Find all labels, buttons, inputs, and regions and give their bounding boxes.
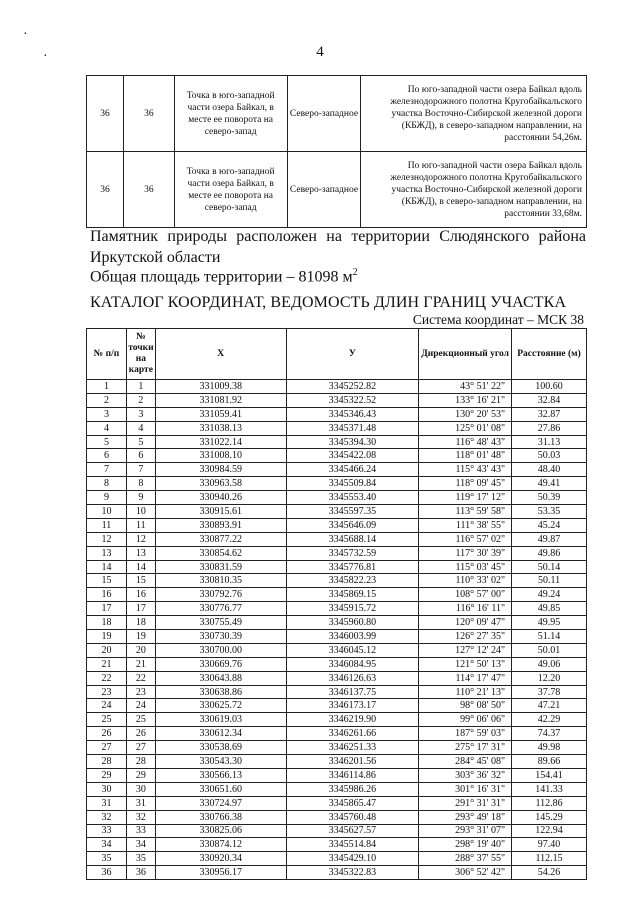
table-row	[87, 477, 587, 491]
cell-distance: 54.26	[512, 866, 587, 880]
cell-distance: 100.60	[512, 380, 587, 394]
table-row	[87, 671, 587, 685]
cell-x: 331081.92	[155, 393, 286, 407]
cell-distance: 48.40	[512, 463, 587, 477]
cell-point: 1	[126, 380, 155, 394]
cell-point: 29	[126, 768, 155, 782]
cell-num: 12	[87, 532, 127, 546]
cell-y: 3345466.24	[286, 463, 419, 477]
cell-num: 36	[87, 76, 124, 152]
cell-x: 330915.61	[155, 505, 286, 519]
cell-angle: 116° 16' 11"	[419, 602, 512, 616]
table-row	[87, 588, 587, 602]
cell-x: 331009.38	[155, 380, 286, 394]
cell-point: 7	[126, 463, 155, 477]
cell-y: 3346045.12	[286, 643, 419, 657]
cell-x: 331022.14	[155, 435, 286, 449]
cell-num: 11	[87, 518, 127, 532]
cell-point: 6	[126, 449, 155, 463]
cell-y: 3346137.75	[286, 685, 419, 699]
boundary-row	[87, 76, 587, 152]
cell-x: 330874.12	[155, 838, 286, 852]
cell-angle: 116° 57' 02"	[419, 532, 512, 546]
table-row	[87, 699, 587, 713]
cell-point: 2	[126, 393, 155, 407]
cell-num: 36	[87, 866, 127, 880]
cell-point: 4	[126, 421, 155, 435]
cell-distance: 32.87	[512, 407, 587, 421]
cell-num: 10	[87, 505, 127, 519]
cell-angle: 120° 09' 47"	[419, 616, 512, 630]
cell-x: 330940.26	[155, 491, 286, 505]
cell-angle: 126° 27' 35"	[419, 630, 512, 644]
cell-y: 3346251.33	[286, 741, 419, 755]
cell-angle: 293° 31' 07"	[419, 824, 512, 838]
cell-point: 10	[126, 505, 155, 519]
cell-y: 3345346.43	[286, 407, 419, 421]
cell-angle: 113° 59' 58"	[419, 505, 512, 519]
cell-angle: 133° 16' 21"	[419, 393, 512, 407]
header-x: X	[155, 329, 286, 380]
cell-y: 3345509.84	[286, 477, 419, 491]
header-y: У	[286, 329, 419, 380]
cell-distance: 49.98	[512, 741, 587, 755]
cell-y: 3345865.47	[286, 796, 419, 810]
cell-angle: 291° 31' 31"	[419, 796, 512, 810]
area-text: Общая площадь территории – 81098 м	[90, 268, 353, 286]
cell-distance: 45.24	[512, 518, 587, 532]
cell-point: 9	[126, 491, 155, 505]
cell-y: 3345960.80	[286, 616, 419, 630]
table-row	[87, 602, 587, 616]
cell-distance: 50.11	[512, 574, 587, 588]
table-row	[87, 824, 587, 838]
cell-x: 330792.76	[155, 588, 286, 602]
cell-distance: 37.78	[512, 685, 587, 699]
table-row	[87, 727, 587, 741]
cell-num: 14	[87, 560, 127, 574]
cell-angle: 99° 06' 06"	[419, 713, 512, 727]
cell-x: 330625.72	[155, 699, 286, 713]
table-row	[87, 532, 587, 546]
table-row	[87, 782, 587, 796]
cell-distance: 49.06	[512, 657, 587, 671]
cell-num: 9	[87, 491, 127, 505]
catalog-title: КАТАЛОГ КООРДИНАТ, ВЕДОМОСТЬ ДЛИН ГРАНИЦ УЧАСТКА	[90, 294, 567, 311]
cell-distance: 50.14	[512, 560, 587, 574]
cell-num: 13	[87, 546, 127, 560]
cell-y: 3345422.08	[286, 449, 419, 463]
cell-y: 3345322.52	[286, 393, 419, 407]
cell-angle: 187° 59' 03"	[419, 727, 512, 741]
cell-point: 21	[126, 657, 155, 671]
cell-distance: 154.41	[512, 768, 587, 782]
cell-num: 24	[87, 699, 127, 713]
cell-y: 3346201.56	[286, 755, 419, 769]
cell-angle: 115° 03' 45"	[419, 560, 512, 574]
cell-x: 330730.39	[155, 630, 286, 644]
cell-num: 26	[87, 727, 127, 741]
cell-point: 17	[126, 602, 155, 616]
cell-x: 330825.06	[155, 824, 286, 838]
cell-point: 28	[126, 755, 155, 769]
table-row	[87, 643, 587, 657]
cell-num: 18	[87, 616, 127, 630]
cell-angle: 118° 01' 48"	[419, 449, 512, 463]
cell-num: 17	[87, 602, 127, 616]
cell-x: 330724.97	[155, 796, 286, 810]
cell-num: 25	[87, 713, 127, 727]
table-row	[87, 491, 587, 505]
cell-distance: 47.21	[512, 699, 587, 713]
cell-y: 3345514.84	[286, 838, 419, 852]
cell-point: 22	[126, 671, 155, 685]
cell-x: 330669.76	[155, 657, 286, 671]
cell-num: 4	[87, 421, 127, 435]
cell-description: По юго-западной части озера Байкал вдоль железнодорожного полотна Кругобайкальского участка Восточно-Сибирской железной дороги (КБЖД), в северо-западном направлении, на расстоянии 33,68м.	[361, 152, 587, 228]
cell-angle: 303° 36' 32"	[419, 768, 512, 782]
cell-distance: 122.94	[512, 824, 587, 838]
page-number: 4	[316, 44, 324, 60]
cell-angle: 115° 43' 43"	[419, 463, 512, 477]
cell-num: 21	[87, 657, 127, 671]
cell-y: 3345915.72	[286, 602, 419, 616]
cell-x: 330877.22	[155, 532, 286, 546]
cell-point: 25	[126, 713, 155, 727]
cell-direction: Северо-западное	[287, 152, 361, 228]
table-row	[87, 838, 587, 852]
cell-num: 16	[87, 588, 127, 602]
header-num: № п/п	[87, 329, 127, 380]
cell-x: 330766.38	[155, 810, 286, 824]
cell-angle: 110° 21' 13"	[419, 685, 512, 699]
cell-x: 330956.17	[155, 866, 286, 880]
cell-num: 31	[87, 796, 127, 810]
cell-y: 3345553.40	[286, 491, 419, 505]
cell-x: 330566.13	[155, 768, 286, 782]
table-row	[87, 560, 587, 574]
cell-y: 3345371.48	[286, 421, 419, 435]
scan-dot-mark: ·	[43, 49, 48, 64]
cell-point: 30	[126, 782, 155, 796]
table-row	[87, 810, 587, 824]
cell-num: 32	[87, 810, 127, 824]
cell-distance: 49.41	[512, 477, 587, 491]
cell-y: 3345646.09	[286, 518, 419, 532]
header-point: № точки на карте	[126, 329, 155, 380]
cell-angle: 111° 38' 55"	[419, 518, 512, 532]
cell-x: 330612.34	[155, 727, 286, 741]
table-row	[87, 505, 587, 519]
cell-description: По юго-западной части озера Байкал вдоль железнодорожного полотна Кругобайкальского участка Восточно-Сибирской железной дороги (КБЖД), в северо-западном направлении, на расстоянии 54,26м.	[361, 76, 587, 152]
cell-angle: 114° 17' 47"	[419, 671, 512, 685]
cell-num: 28	[87, 755, 127, 769]
cell-x: 330854.62	[155, 546, 286, 560]
cell-point: 8	[126, 477, 155, 491]
cell-distance: 97.40	[512, 838, 587, 852]
cell-y: 3346084.95	[286, 657, 419, 671]
cell-angle: 298° 19' 40"	[419, 838, 512, 852]
cell-angle: 288° 37' 55"	[419, 852, 512, 866]
cell-x: 330700.00	[155, 643, 286, 657]
cell-num: 35	[87, 852, 127, 866]
cell-y: 3345760.48	[286, 810, 419, 824]
cell-point: 35	[126, 852, 155, 866]
table-row	[87, 435, 587, 449]
cell-angle: 301° 16' 31"	[419, 782, 512, 796]
cell-angle: 293° 49' 18"	[419, 810, 512, 824]
cell-point: 24	[126, 699, 155, 713]
cell-angle: 110° 33' 02"	[419, 574, 512, 588]
cell-num: 15	[87, 574, 127, 588]
cell-x: 330776.77	[155, 602, 286, 616]
cell-num: 6	[87, 449, 127, 463]
cell-y: 3345627.57	[286, 824, 419, 838]
cell-num: 22	[87, 671, 127, 685]
cell-point: 15	[126, 574, 155, 588]
cell-point: 5	[126, 435, 155, 449]
table-row	[87, 866, 587, 880]
cell-distance: 50.03	[512, 449, 587, 463]
cell-y: 3346173.17	[286, 699, 419, 713]
cell-distance: 49.95	[512, 616, 587, 630]
cell-direction: Северо-западное	[287, 76, 361, 152]
cell-distance: 145.29	[512, 810, 587, 824]
cell-distance: 49.86	[512, 546, 587, 560]
cell-y: 3345732.59	[286, 546, 419, 560]
cell-angle: 121° 50' 13"	[419, 657, 512, 671]
table-row	[87, 713, 587, 727]
cell-x: 330920.34	[155, 852, 286, 866]
header-distance: Расстояние (м)	[512, 329, 587, 380]
location-note: Памятник природы расположен на территории Слюдянского района	[90, 228, 586, 245]
cell-x: 330643.88	[155, 671, 286, 685]
cell-y: 3346003.99	[286, 630, 419, 644]
cell-y: 3346261.66	[286, 727, 419, 741]
table-row	[87, 393, 587, 407]
cell-distance: 49.24	[512, 588, 587, 602]
cell-distance: 74.37	[512, 727, 587, 741]
coordinate-system-label: Система координат – МСК 38	[412, 312, 584, 327]
cell-y: 3345252.82	[286, 380, 419, 394]
table-row	[87, 741, 587, 755]
cell-location: Точка в юго-западной части озера Байкал, в месте ее поворота на северо-запад	[174, 76, 287, 152]
cell-distance: 49.85	[512, 602, 587, 616]
cell-num: 23	[87, 685, 127, 699]
cell-num: 5	[87, 435, 127, 449]
cell-num: 8	[87, 477, 127, 491]
cell-angle: 275° 17' 31"	[419, 741, 512, 755]
cell-point: 19	[126, 630, 155, 644]
cell-num: 19	[87, 630, 127, 644]
cell-num: 1	[87, 380, 127, 394]
cell-x: 330543.30	[155, 755, 286, 769]
cell-angle: 119° 17' 12"	[419, 491, 512, 505]
table-row	[87, 796, 587, 810]
table-row	[87, 449, 587, 463]
cell-y: 3346114.86	[286, 768, 419, 782]
cell-distance: 141.33	[512, 782, 587, 796]
cell-y: 3345869.15	[286, 588, 419, 602]
scan-dot-mark: ·	[23, 27, 28, 42]
table-row	[87, 463, 587, 477]
cell-point: 23	[126, 685, 155, 699]
cell-distance: 89.66	[512, 755, 587, 769]
cell-distance: 32.84	[512, 393, 587, 407]
header-angle: Дирекционный угол	[419, 329, 512, 380]
table-row	[87, 518, 587, 532]
cell-point: 36	[123, 76, 174, 152]
cell-point: 26	[126, 727, 155, 741]
table-row	[87, 657, 587, 671]
cell-angle: 116° 48' 43"	[419, 435, 512, 449]
cell-angle: 127° 12' 24"	[419, 643, 512, 657]
table-row	[87, 421, 587, 435]
coordinate-catalog-table	[86, 328, 587, 880]
table-row	[87, 630, 587, 644]
table-row	[87, 768, 587, 782]
boundary-row	[87, 152, 587, 228]
cell-angle: 284° 45' 08"	[419, 755, 512, 769]
cell-x: 330638.86	[155, 685, 286, 699]
cell-y: 3345322.83	[286, 866, 419, 880]
cell-angle: 306° 52' 42"	[419, 866, 512, 880]
cell-angle: 43° 51' 22"	[419, 380, 512, 394]
cell-x: 330984.59	[155, 463, 286, 477]
cell-point: 3	[126, 407, 155, 421]
cell-num: 29	[87, 768, 127, 782]
cell-num: 2	[87, 393, 127, 407]
cell-location: Точка в юго-западной части озера Байкал, в месте ее поворота на северо-запад	[174, 152, 287, 228]
table-row	[87, 407, 587, 421]
table-row	[87, 380, 587, 394]
cell-angle: 125° 01' 08"	[419, 421, 512, 435]
cell-point: 36	[123, 152, 174, 228]
cell-distance: 42.29	[512, 713, 587, 727]
cell-y: 3346126.63	[286, 671, 419, 685]
cell-num: 7	[87, 463, 127, 477]
cell-x: 331038.13	[155, 421, 286, 435]
cell-x: 330893.91	[155, 518, 286, 532]
cell-distance: 27.86	[512, 421, 587, 435]
cell-point: 27	[126, 741, 155, 755]
table-row	[87, 546, 587, 560]
cell-y: 3345429.10	[286, 852, 419, 866]
cell-x: 330651.60	[155, 782, 286, 796]
cell-point: 14	[126, 560, 155, 574]
cell-num: 27	[87, 741, 127, 755]
cell-num: 30	[87, 782, 127, 796]
cell-angle: 130° 20' 53"	[419, 407, 512, 421]
cell-angle: 98° 08' 50"	[419, 699, 512, 713]
cell-point: 12	[126, 532, 155, 546]
cell-x: 330538.69	[155, 741, 286, 755]
catalog-header-row	[87, 329, 587, 380]
table-row	[87, 616, 587, 630]
cell-num: 3	[87, 407, 127, 421]
area-note	[90, 262, 586, 287]
cell-distance: 50.01	[512, 643, 587, 657]
cell-num: 33	[87, 824, 127, 838]
table-row	[87, 755, 587, 769]
cell-num: 36	[87, 152, 124, 228]
table-row	[87, 852, 587, 866]
cell-distance: 31.13	[512, 435, 587, 449]
cell-x: 331059.41	[155, 407, 286, 421]
cell-point: 13	[126, 546, 155, 560]
cell-y: 3346219.90	[286, 713, 419, 727]
cell-x: 330810.35	[155, 574, 286, 588]
cell-point: 31	[126, 796, 155, 810]
cell-point: 18	[126, 616, 155, 630]
cell-point: 36	[126, 866, 155, 880]
cell-distance: 49.87	[512, 532, 587, 546]
location-note-region: Иркутской области	[90, 249, 221, 266]
area-unit-superscript: 2	[352, 267, 358, 278]
cell-angle: 117° 30' 39"	[419, 546, 512, 560]
cell-y: 3345688.14	[286, 532, 419, 546]
cell-point: 16	[126, 588, 155, 602]
cell-distance: 112.15	[512, 852, 587, 866]
boundary-description-table	[86, 75, 587, 228]
cell-distance: 50.39	[512, 491, 587, 505]
cell-y: 3345822.23	[286, 574, 419, 588]
cell-angle: 118° 09' 45"	[419, 477, 512, 491]
cell-point: 20	[126, 643, 155, 657]
cell-num: 34	[87, 838, 127, 852]
cell-x: 330963.58	[155, 477, 286, 491]
table-row	[87, 574, 587, 588]
cell-y: 3345597.35	[286, 505, 419, 519]
cell-point: 32	[126, 810, 155, 824]
cell-x: 330831.59	[155, 560, 286, 574]
cell-distance: 112.86	[512, 796, 587, 810]
cell-y: 3345986.26	[286, 782, 419, 796]
table-row	[87, 685, 587, 699]
cell-point: 34	[126, 838, 155, 852]
cell-distance: 51.14	[512, 630, 587, 644]
cell-point: 33	[126, 824, 155, 838]
cell-distance: 53.35	[512, 505, 587, 519]
cell-angle: 108° 57' 00"	[419, 588, 512, 602]
cell-x: 330755.49	[155, 616, 286, 630]
cell-y: 3345776.81	[286, 560, 419, 574]
cell-y: 3345394.30	[286, 435, 419, 449]
cell-x: 331008.10	[155, 449, 286, 463]
cell-x: 330619.03	[155, 713, 286, 727]
cell-num: 20	[87, 643, 127, 657]
cell-distance: 12.20	[512, 671, 587, 685]
cell-point: 11	[126, 518, 155, 532]
